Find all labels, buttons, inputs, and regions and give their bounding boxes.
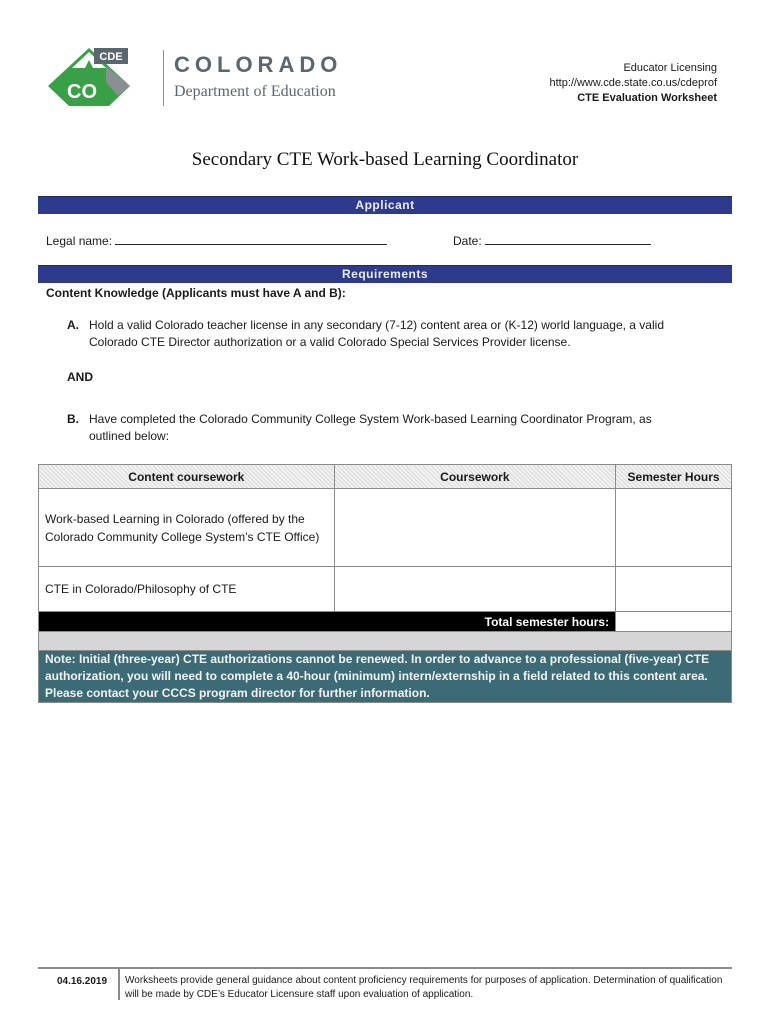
requirement-a-line1: Hold a valid Colorado teacher license in any secondary (7-12) content area or (K-12) world language, a valid [89,318,664,332]
requirement-a-line2: Colorado CTE Director authorization or a valid Colorado Special Services Provider license. [89,335,571,349]
content-coursework-cell: CTE in Colorado/Philosophy of CTE [39,567,335,612]
requirement-b [67,411,727,445]
legal-name-field[interactable] [115,232,387,245]
content-knowledge-heading: Content Knowledge (Applicants must have A and B): [46,286,346,300]
cde-logo [46,46,132,108]
coursework-table [38,464,732,703]
applicant-section-bar: Applicant [38,196,732,214]
logo-badge-text: CDE [99,51,123,63]
column-header-coursework: Coursework [334,465,616,489]
header-worksheet-name: CTE Evaluation Worksheet [577,92,717,104]
requirement-a [67,317,727,351]
header-url[interactable]: http://www.cde.state.co.us/cdeprof [549,77,717,89]
legal-name-row [46,232,387,248]
footer-disclaimer: Worksheets provide general guidance about content proficiency requirements for purposes of application. Determination of qualification will be made by CDE’s Educator Licensure staff upon evaluation of application. [125,975,723,1000]
legal-name-label: Legal name: [46,234,113,248]
column-header-content-coursework: Content coursework [39,465,335,489]
logo-co-text: CO [67,81,97,103]
authorization-note: Note: Initial (three-year) CTE authorizations cannot be renewed. In order to advance to a professional (five-year) CTE authorization, you will need to complete a 40-hour (minimum) intern/externship in a field related to this content area. Please contact your CCCS program director for further information. [39,651,732,703]
page-title: Secondary CTE Work-based Learning Coordinator [191,149,579,170]
semester-hours-input-cell[interactable] [616,567,732,612]
total-semester-hours-field[interactable] [616,612,732,632]
footer-date: 04.16.2019 [56,976,108,987]
requirement-a-letter: A. [67,318,79,332]
and-connector: AND [67,370,93,384]
coursework-input-cell[interactable] [334,489,616,567]
total-row [39,612,732,632]
table-row [39,567,732,612]
coursework-input-cell[interactable] [334,567,616,612]
date-label: Date: [453,234,482,248]
footer-rule [38,967,732,969]
header-office: Educator Licensing [623,62,717,74]
column-header-semester-hours: Semester Hours [616,465,732,489]
content-coursework-cell: Work-based Learning in Colorado (offered by the Colorado Community College System’s CTE Office) [39,489,335,567]
spacer-row [39,632,732,651]
header-info [549,61,717,106]
table-row [39,489,732,567]
semester-hours-input-cell[interactable] [616,489,732,567]
footer-separator [118,969,120,1000]
note-row [39,651,732,703]
logo-department-name: Department of Education [174,83,336,100]
spacer-cell [39,632,732,651]
requirements-section-bar: Requirements [38,265,732,283]
date-field[interactable] [485,232,651,245]
requirement-b-line1: Have completed the Colorado Community College System Work-based Learning Coordinator Program, as [89,412,652,426]
date-row [453,232,651,248]
requirement-b-letter: B. [67,412,79,426]
requirement-b-line2: outlined below: [89,429,170,443]
logo-divider [163,50,164,106]
total-semester-hours-label: Total semester hours: [39,612,616,632]
logo-state-name: COLORADO [174,52,343,77]
